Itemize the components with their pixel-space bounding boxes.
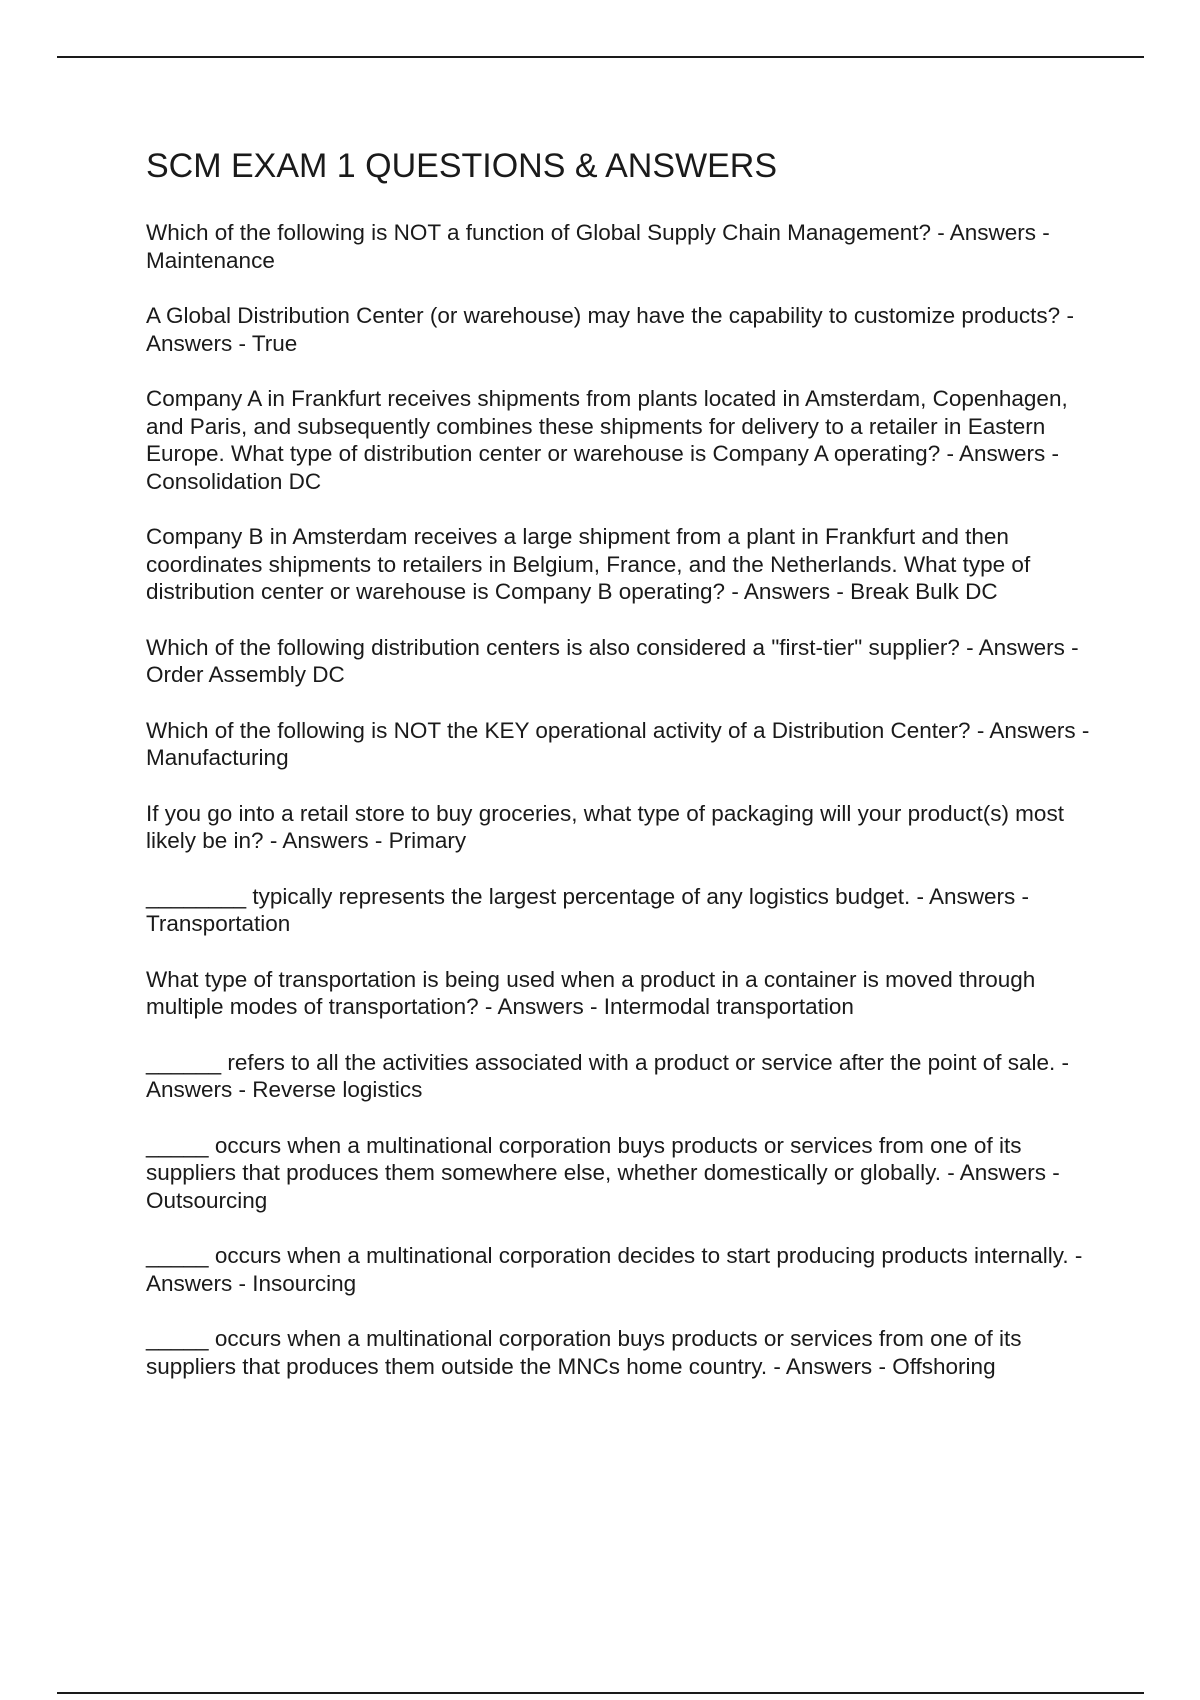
answer-text: Offshoring bbox=[892, 1353, 996, 1379]
answer-text: Insourcing bbox=[252, 1270, 357, 1296]
qa-item: Which of the following distribution centers is also considered a "first-tier" supplier? - Answers - Order Assembly DC bbox=[146, 634, 1079, 687]
qa-item: _____ occurs when a multinational corporation buys products or services from one of its suppliers that produces them somewhere else, whether domestically or globally. - Answers - Outsourcing bbox=[146, 1132, 1060, 1213]
question-text: Company A in Frankfurt receives shipments from plants located in Amsterdam, Copenhagen, and Paris, and subsequently combines these shipments for delivery to a retailer in Eastern Europe. What type of distribution center or warehouse is Company A operating? - bbox=[146, 386, 1074, 466]
qa-item: What type of transportation is being used when a product in a container is moved through multiple modes of transportation? - Answers - Intermodal transportation bbox=[146, 966, 1042, 1019]
answer-label: Answers bbox=[929, 883, 1016, 909]
answer-label: Answers bbox=[785, 1353, 873, 1379]
answer-label: Answers bbox=[146, 1270, 233, 1296]
answer-text: Outsourcing bbox=[146, 1187, 268, 1213]
question-text: Which of the following distribution centers is also considered a "first-tier" supplier? - bbox=[146, 634, 974, 660]
qa-item: Company B in Amsterdam receives a large shipment from a plant in Frankfurt and then coordinates shipments to retailers in Belgium, France, and the Netherlands. What type of distribution center or warehouse is Company B operating? - Answers - Break Bulk DC bbox=[146, 524, 1037, 604]
question-text: Company B in Amsterdam receives a large shipment from a plant in Frankfurt and then coordinates shipments to retailers in Belgium, France, and the Netherlands. What type of distribution center or warehouse is Company B operating? - bbox=[146, 524, 1037, 604]
answer-text: Transportation bbox=[146, 911, 291, 936]
question-text: Which of the following is NOT the KEY operational activity of a Distribution Center? - bbox=[146, 717, 985, 743]
question-text: ______ refers to all the activities associated with a product or service after the point of sale. - bbox=[146, 1049, 1069, 1075]
answer-label: Answers bbox=[146, 1077, 233, 1102]
document-body bbox=[146, 140, 1101, 1408]
document-title: SCM EXAM 1 QUESTIONS & ANSWERS bbox=[146, 147, 778, 185]
answer-text: Primary bbox=[388, 828, 467, 853]
qa-item: A Global Distribution Center (or warehouse) may have the capability to customize products? - Answers - True bbox=[146, 303, 1074, 356]
footer-rule bbox=[57, 1692, 1144, 1694]
qa-item: ______ refers to all the activities associated with a product or service after the point of sale. - Answers - Reverse logistics bbox=[146, 1049, 1069, 1102]
answer-label: Answers bbox=[949, 220, 1037, 245]
question-text: _____ occurs when a multinational corporation decides to start producing products internally. - bbox=[146, 1243, 1083, 1268]
qa-item: ________ typically represents the largest percentage of any logistics budget. - Answers - Transportation bbox=[146, 883, 1030, 936]
answer-label: Answers bbox=[959, 1160, 1047, 1185]
answer-label: Answers bbox=[497, 994, 584, 1019]
answer-label: Answers bbox=[282, 828, 369, 853]
answer-text: Order Assembly DC bbox=[146, 662, 345, 687]
question-text: Which of the following is NOT a function of Global Supply Chain Management? - bbox=[146, 220, 945, 245]
answer-text: Reverse logistics bbox=[252, 1077, 423, 1102]
question-text: What type of transportation is being used when a product in a container is moved through multiple modes of transportation? - bbox=[146, 966, 1042, 1019]
qa-item: Which of the following is NOT a function of Global Supply Chain Management? - Answers - Maintenance bbox=[146, 220, 1050, 273]
answer-label: Answers bbox=[989, 717, 1076, 743]
qa-item: If you go into a retail store to buy groceries, what type of packaging will your product(s) most likely be in? - Answers - Primary bbox=[146, 800, 1071, 853]
answer-label: Answers bbox=[743, 579, 831, 604]
question-text: If you go into a retail store to buy groceries, what type of packaging will your product(s) most likely be in? - bbox=[146, 800, 1071, 853]
question-text: _____ occurs when a multinational corporation buys products or services from one of its suppliers that produces them outside the MNCs home country. - bbox=[146, 1326, 1028, 1379]
question-text: A Global Distribution Center (or warehouse) may have the capability to customize products? - bbox=[146, 303, 1074, 328]
header-rule bbox=[57, 56, 1144, 58]
answer-text: Consolidation DC bbox=[146, 468, 322, 494]
qa-item: _____ occurs when a multinational corporation decides to start producing products internally. - Answers - Insourcing bbox=[146, 1243, 1083, 1296]
answer-text: Intermodal transportation bbox=[603, 994, 854, 1019]
question-text: _____ occurs when a multinational corporation buys products or services from one of its suppliers that produces them somewhere else, whether domestically or globally. - bbox=[146, 1132, 1028, 1185]
qa-item: _____ occurs when a multinational corporation buys products or services from one of its suppliers that produces them outside the MNCs home country. - Answers - Offshoring bbox=[146, 1326, 1028, 1379]
question-text: ________ typically represents the largest percentage of any logistics budget. - bbox=[146, 883, 924, 909]
answer-label: Answers bbox=[146, 330, 233, 356]
qa-item: Which of the following is NOT the KEY operational activity of a Distribution Center? - Answers - Manufacturing bbox=[146, 717, 1090, 770]
answer-label: Answers bbox=[958, 441, 1046, 466]
answer-label: Answers bbox=[978, 634, 1065, 660]
answer-text: Manufacturing bbox=[146, 745, 289, 770]
answer-text: True bbox=[251, 330, 298, 356]
answer-text: Break Bulk DC bbox=[850, 579, 998, 604]
qa-item: Company A in Frankfurt receives shipments from plants located in Amsterdam, Copenhagen, and Paris, and subsequently combines these shipments for delivery to a retailer in Eastern Europe. What type of distribution center or warehouse is Company A operating? - Answers - Consolidation DC bbox=[146, 386, 1074, 494]
answer-text: Maintenance bbox=[146, 247, 275, 273]
